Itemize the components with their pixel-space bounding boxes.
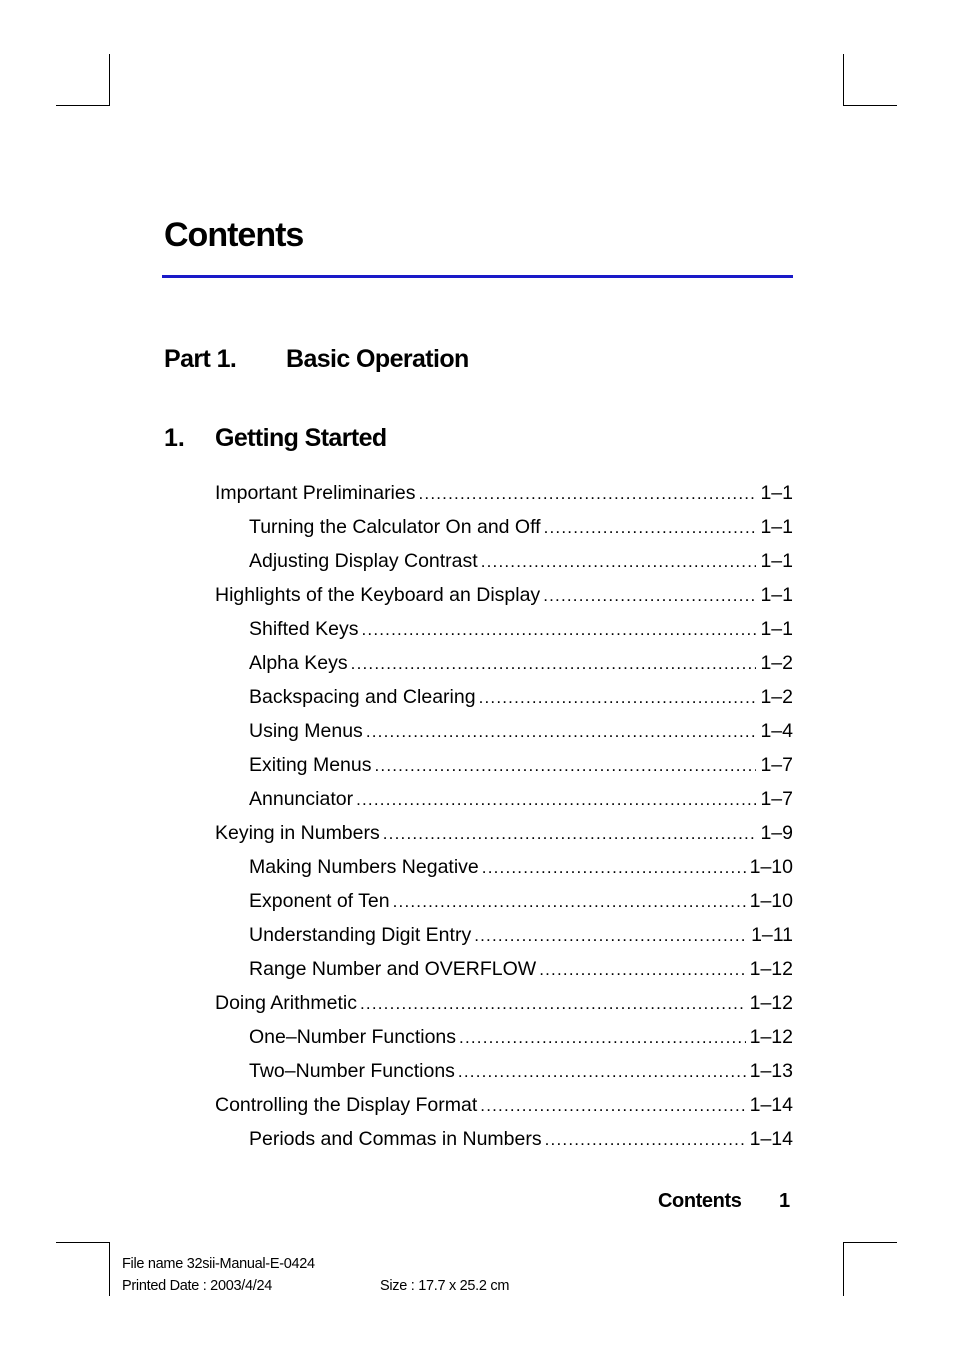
toc-entry xyxy=(215,1088,793,1122)
chapter-number: 1. xyxy=(164,424,185,452)
toc-entry xyxy=(249,782,793,816)
toc-entry-page: 1–9 xyxy=(760,822,793,844)
toc-leader-dots xyxy=(481,545,757,579)
toc-entry-label: Exiting Menus xyxy=(249,754,372,776)
toc-entry xyxy=(249,510,793,544)
title-rule xyxy=(162,275,793,278)
part-title: Basic Operation xyxy=(286,345,469,373)
toc-entry-page: 1–12 xyxy=(749,1026,793,1048)
toc-entry xyxy=(249,850,793,884)
toc-entry-label: Turning the Calculator On and Off xyxy=(249,516,541,538)
toc-leader-dots xyxy=(356,783,756,817)
toc-leader-dots xyxy=(479,681,757,715)
toc-entry xyxy=(249,612,793,646)
toc-leader-dots xyxy=(360,987,746,1021)
crop-mark-top-left-vertical xyxy=(109,54,110,106)
toc-entry xyxy=(249,714,793,748)
page-title: Contents xyxy=(164,216,304,254)
toc-leader-dots xyxy=(480,1089,745,1123)
toc-entry-label: Adjusting Display Contrast xyxy=(249,550,478,572)
toc-entry-label: Alpha Keys xyxy=(249,652,348,674)
toc-entry-page: 1–1 xyxy=(760,550,793,572)
crop-mark-bottom-left-horizontal xyxy=(56,1242,110,1243)
toc-entry xyxy=(249,918,793,952)
toc-leader-dots xyxy=(393,885,746,919)
toc-leader-dots xyxy=(366,715,757,749)
footer-page-number: 1 xyxy=(779,1190,791,1212)
toc-leader-dots xyxy=(544,511,757,545)
toc-entry-label: Important Preliminaries xyxy=(215,482,416,504)
toc-entry-label: Annunciator xyxy=(249,788,354,810)
toc-leader-dots xyxy=(482,851,746,885)
toc-entry xyxy=(249,646,793,680)
toc-entry xyxy=(215,476,793,510)
toc-entry-page: 1–11 xyxy=(751,924,793,946)
toc-leader-dots xyxy=(539,953,745,987)
toc-entry-page: 1–10 xyxy=(749,856,793,878)
crop-mark-bottom-right-vertical xyxy=(843,1242,844,1296)
toc-entry xyxy=(249,680,793,714)
toc-entry-page: 1–4 xyxy=(760,720,793,742)
meta-size: Size : 17.7 x 25.2 cm xyxy=(380,1278,510,1294)
toc-leader-dots xyxy=(361,613,756,647)
toc-entry-page: 1–7 xyxy=(760,754,793,776)
footer-label: Contents xyxy=(658,1190,742,1212)
toc-entry xyxy=(249,884,793,918)
toc-entry xyxy=(249,1020,793,1054)
toc-entry-page: 1–1 xyxy=(760,482,793,504)
toc-entry-label: Keying in Numbers xyxy=(215,822,380,844)
toc-leader-dots xyxy=(459,1021,746,1055)
toc-entry xyxy=(249,952,793,986)
toc-entry-label: Exponent of Ten xyxy=(249,890,390,912)
toc-entry-page: 1–1 xyxy=(760,618,793,640)
toc-leader-dots xyxy=(543,579,756,613)
toc-entry-label: Doing Arithmetic xyxy=(215,992,357,1014)
toc-leader-dots xyxy=(545,1123,746,1157)
toc-entry-label: Range Number and OVERFLOW xyxy=(249,958,537,980)
toc-entry-page: 1–14 xyxy=(749,1128,793,1150)
toc-entry-page: 1–10 xyxy=(749,890,793,912)
crop-mark-top-right-vertical xyxy=(843,54,844,106)
toc-entry-page: 1–12 xyxy=(749,992,793,1014)
toc-entry-label: Backspacing and Clearing xyxy=(249,686,476,708)
meta-printed-date: Printed Date : 2003/4/24 xyxy=(122,1278,272,1294)
toc-entry-page: 1–12 xyxy=(749,958,793,980)
toc-entry-label: One–Number Functions xyxy=(249,1026,457,1048)
toc-leader-dots xyxy=(351,647,757,681)
toc-entry-label: Periods and Commas in Numbers xyxy=(249,1128,542,1150)
toc-entry-page: 1–2 xyxy=(760,652,793,674)
toc-entry-page: 1–1 xyxy=(760,584,793,606)
toc-leader-dots xyxy=(458,1055,746,1089)
toc-entry-page: 1–7 xyxy=(760,788,793,810)
toc-entry xyxy=(215,578,793,612)
toc-entry xyxy=(249,1054,793,1088)
crop-mark-bottom-right-horizontal xyxy=(843,1242,897,1243)
crop-mark-bottom-left-vertical xyxy=(109,1242,110,1296)
toc-entry-page: 1–1 xyxy=(760,516,793,538)
toc-entry-page: 1–14 xyxy=(749,1094,793,1116)
toc-entry-label: Understanding Digit Entry xyxy=(249,924,472,946)
toc-leader-dots xyxy=(418,477,756,511)
toc-entry xyxy=(249,1122,793,1156)
toc-entry-page: 1–2 xyxy=(760,686,793,708)
toc-entry-page: 1–13 xyxy=(749,1060,793,1082)
toc-leader-dots xyxy=(474,919,747,953)
toc-entry xyxy=(215,816,793,850)
crop-mark-top-left-horizontal xyxy=(56,105,110,106)
toc-entry-label: Using Menus xyxy=(249,720,363,742)
meta-file-name: File name 32sii-Manual-E-0424 xyxy=(122,1256,315,1272)
toc-entry-label: Highlights of the Keyboard an Display xyxy=(215,584,541,606)
toc-entry-label: Two–Number Functions xyxy=(249,1060,455,1082)
toc-entry-label: Controlling the Display Format xyxy=(215,1094,478,1116)
toc-entry-label: Shifted Keys xyxy=(249,618,359,640)
toc-entry-label: Making Numbers Negative xyxy=(249,856,479,878)
toc-leader-dots xyxy=(383,817,757,851)
chapter-title: Getting Started xyxy=(215,424,387,452)
toc-entry xyxy=(249,544,793,578)
toc-leader-dots xyxy=(374,749,756,783)
part-number: Part 1. xyxy=(164,345,237,373)
crop-mark-top-right-horizontal xyxy=(843,105,897,106)
toc-entry xyxy=(215,986,793,1020)
toc-entry xyxy=(249,748,793,782)
